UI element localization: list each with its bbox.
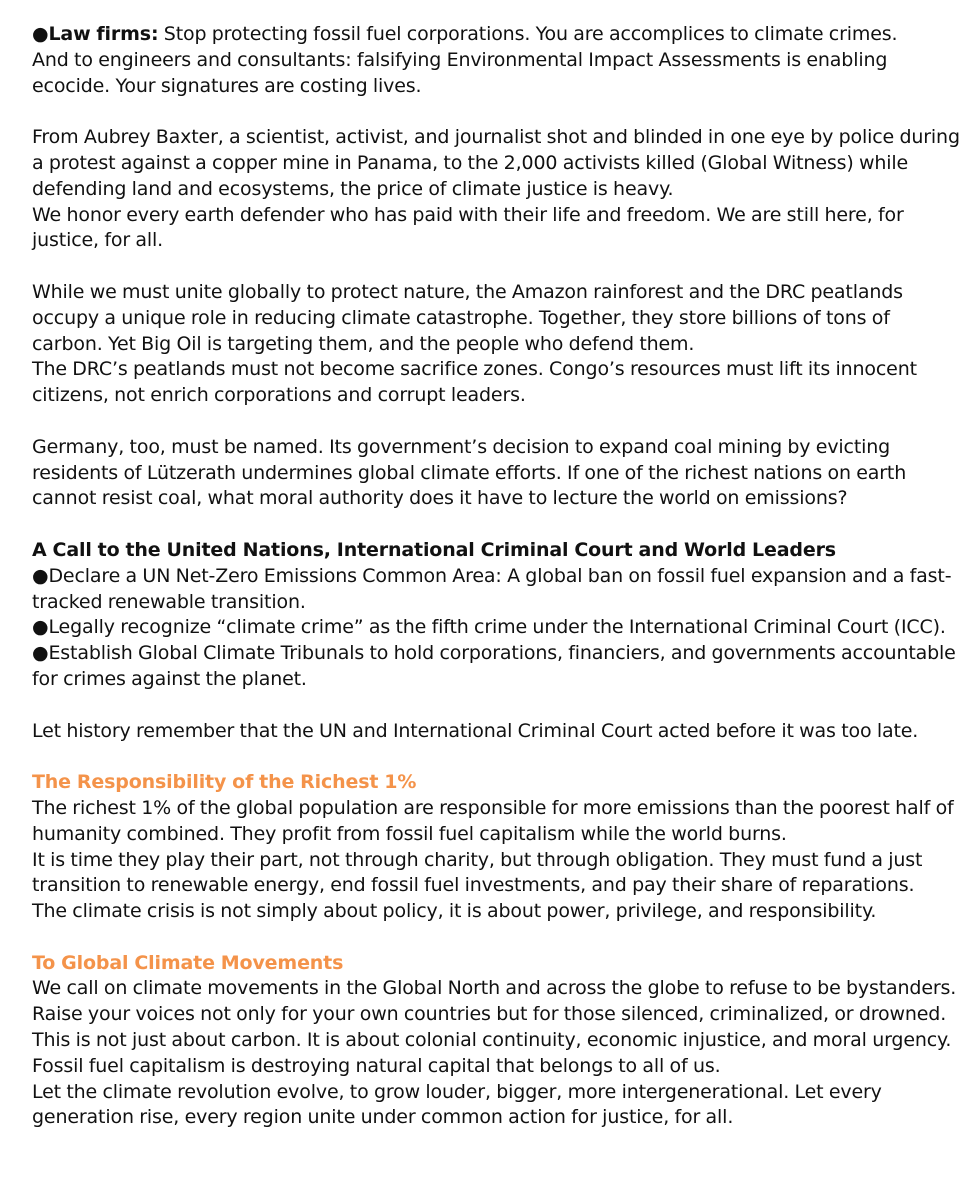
movements-line: Raise your voices not only for your own countries but for those silenced, criminalized, or drowned. [32,1003,947,1026]
call-item-1-cont: tracked renewable transition. [32,590,306,613]
call-item-2 [32,615,946,641]
richest-line: The climate crisis is not simply about policy, it is about power, privilege, and responsibility. [32,900,877,923]
bullet-icon: ● [32,23,49,45]
bullet-icon: ● [32,564,49,587]
amazon-drc-line: citizens, not enrich corporations and corrupt leaders. [32,384,526,407]
movements-line: We call on climate movements in the Global North and across the globe to refuse to be bystanders. [32,977,957,1000]
germany-line: Germany, too, must be named. Its government’s decision to expand coal mining by evicting [32,435,891,458]
richest-line: humanity combined. They profit from fossil fuel capitalism while the world burns. [32,822,787,845]
germany-paragraph [32,435,932,512]
paragraph-gap [32,409,932,435]
paragraph-gap [32,744,932,770]
movements-line: This is not just about carbon. It is about colonial continuity, economic injustice, and moral urgency. [32,1029,952,1052]
defenders-paragraph [32,125,960,254]
defenders-line: We honor every earth defender who has paid with their life and freedom. We are still here, for [32,203,904,226]
defenders-line: From Aubrey Baxter, a scientist, activist, and journalist shot and blinded in one eye by police during [32,126,960,149]
movements-section [32,951,957,1132]
richest-heading: The Responsibility of the Richest 1% [32,771,417,794]
law-firms-line-3: ecocide. Your signatures are costing lives. [32,74,422,97]
call-heading: A Call to the United Nations, International Criminal Court and World Leaders [32,538,836,561]
call-item-3-text: Establish Global Climate Tribunals to hold corporations, financiers, and governments accountable [48,642,956,665]
paragraph-gap [32,925,932,951]
germany-line: residents of Lützerath undermines global climate efforts. If one of the richest nations on earth [32,461,907,484]
call-item-3-cont: for crimes against the planet. [32,667,307,690]
movements-line: Fossil fuel capitalism is destroying natural capital that belongs to all of us. [32,1054,721,1077]
amazon-drc-line: occupy a unique role in reducing climate catastrophe. Together, they store billions of tons of [32,306,890,329]
paragraph-gap [32,99,932,125]
law-firms-paragraph [32,22,932,99]
richest-line: transition to renewable energy, end fossil fuel investments, and pay their share of reparations. [32,874,915,897]
movements-heading: To Global Climate Movements [32,951,344,974]
defenders-line: a protest against a copper mine in Panama, to the 2,000 activists killed (Global Witness) while [32,151,909,174]
law-firms-label: Law firms: [48,23,159,45]
paragraph-gap [32,254,932,280]
richest-line: The richest 1% of the global population are responsible for more emissions than the poorest half of [32,796,954,819]
document-page [32,22,960,1131]
law-firms-text: Stop protecting fossil fuel corporations. You are accomplices to climate crimes. [158,23,898,45]
bullet-icon: ● [32,616,49,639]
call-item-2-text: Legally recognize “climate crime” as the fifth crime under the International Criminal Court (ICC). [48,616,946,639]
movements-line: Let the climate revolution evolve, to grow louder, bigger, more intergenerational. Let every [32,1080,882,1103]
richest-line: It is time they play their part, not through charity, but through obligation. They must fund a just [32,848,923,871]
law-firms-line-2: And to engineers and consultants: falsifying Environmental Impact Assessments is enabling [32,48,888,71]
amazon-drc-line: The DRC’s peatlands must not become sacrifice zones. Congo’s resources must lift its innocent [32,358,917,381]
defenders-line: defending land and ecosystems, the price of climate justice is heavy. [32,177,674,200]
paragraph-gap [32,512,932,538]
movements-line: generation rise, every region unite under common action for justice, for all. [32,1106,734,1129]
call-item-1-text: Declare a UN Net-Zero Emissions Common Area: A global ban on fossil fuel expansion and a fast- [48,564,952,587]
defenders-line: justice, for all. [32,229,164,252]
law-firms-line-1 [32,22,932,48]
history-line: Let history remember that the UN and International Criminal Court acted before it was too late. [32,719,919,742]
call-item-3 [32,641,956,667]
call-section [32,538,956,693]
amazon-drc-line: carbon. Yet Big Oil is targeting them, and the people who defend them. [32,332,695,355]
amazon-drc-paragraph [32,280,932,409]
paragraph-gap [32,693,932,719]
bullet-icon: ● [32,642,49,665]
richest-section [32,770,954,925]
amazon-drc-line: While we must unite globally to protect nature, the Amazon rainforest and the DRC peatlands [32,280,903,303]
germany-line: cannot resist coal, what moral authority does it have to lecture the world on emissions? [32,487,848,510]
call-item-1 [32,564,952,590]
